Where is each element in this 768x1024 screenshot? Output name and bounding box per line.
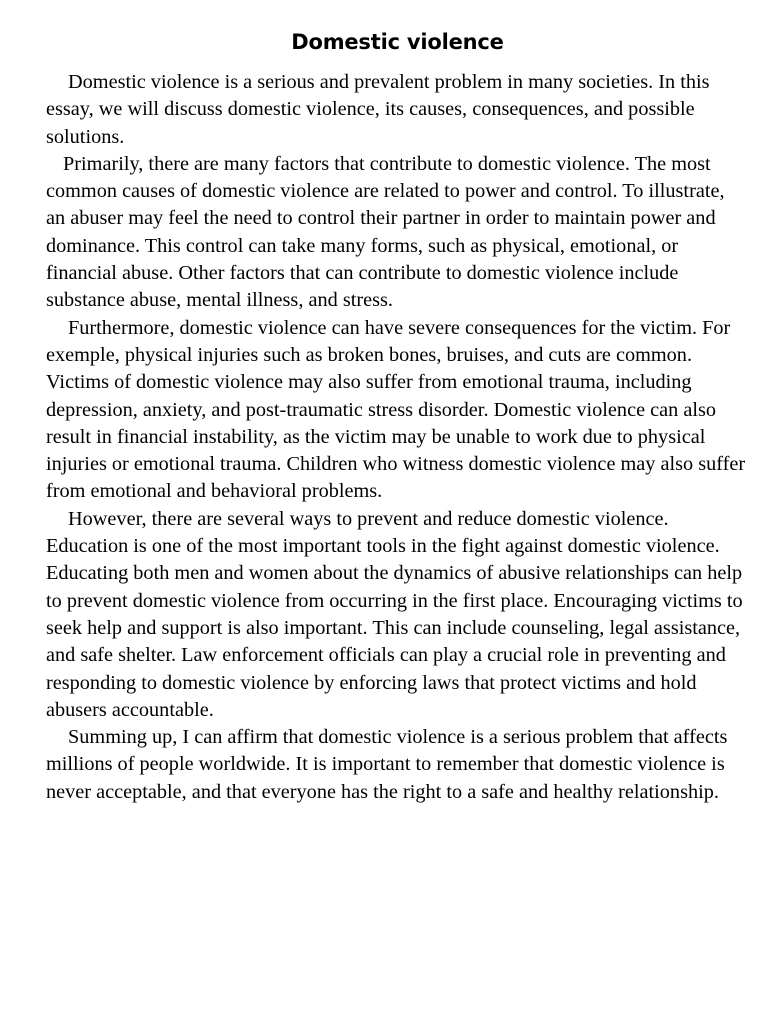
paragraph-solutions: However, there are several ways to prevent and reduce domestic violence. Education is one of the most important tools in the fight against domestic violence. Educating both men and women about the dynamics of abusive relationships can help to prevent domestic violence from occurring in the first place. Encouraging victims to seek help and support is also important. This can include counseling, legal assistance, and safe shelter. Law enforcement officials can play a crucial role in preventing and responding to domestic violence by enforcing laws that protect victims and hold abusers accountable. (46, 507, 743, 721)
document-title: Domestic violence (291, 30, 504, 54)
paragraph-consequences: Furthermore, domestic violence can have severe consequences for the victim. For exemple, physical injuries such as broken bones, bruises, and cuts are common. Victims of domestic violence may also suffer from emotional trauma, including depression, anxiety, and post-traumatic stress disorder. Domestic violence can also result in financial instability, as the victim may be unable to work due to physical injuries or emotional trauma. Children who witness domestic violence may also suffer from emotional and behavioral problems. (46, 316, 746, 503)
paragraph-causes: Primarily, there are many factors that contribute to domestic violence. The most common causes of domestic violence are related to power and control. To illustrate, an abuser may feel the need to control their partner in order to maintain power and dominance. This control can take many forms, such as physical, emotional, or financial abuse. Other factors that can contribute to domestic violence include substance abuse, mental illness, and stress. (46, 152, 725, 312)
document-body (46, 69, 748, 806)
paragraph-conclusion: Summing up, I can affirm that domestic violence is a serious problem that affects millions of people worldwide. It is important to remember that domestic violence is never acceptable, and that everyone has the right to a safe and healthy relationship. (46, 726, 728, 803)
paragraph-introduction: Domestic violence is a serious and prevalent problem in many societies. In this essay, we will discuss domestic violence, its causes, consequences, and possible solutions. (46, 71, 710, 148)
